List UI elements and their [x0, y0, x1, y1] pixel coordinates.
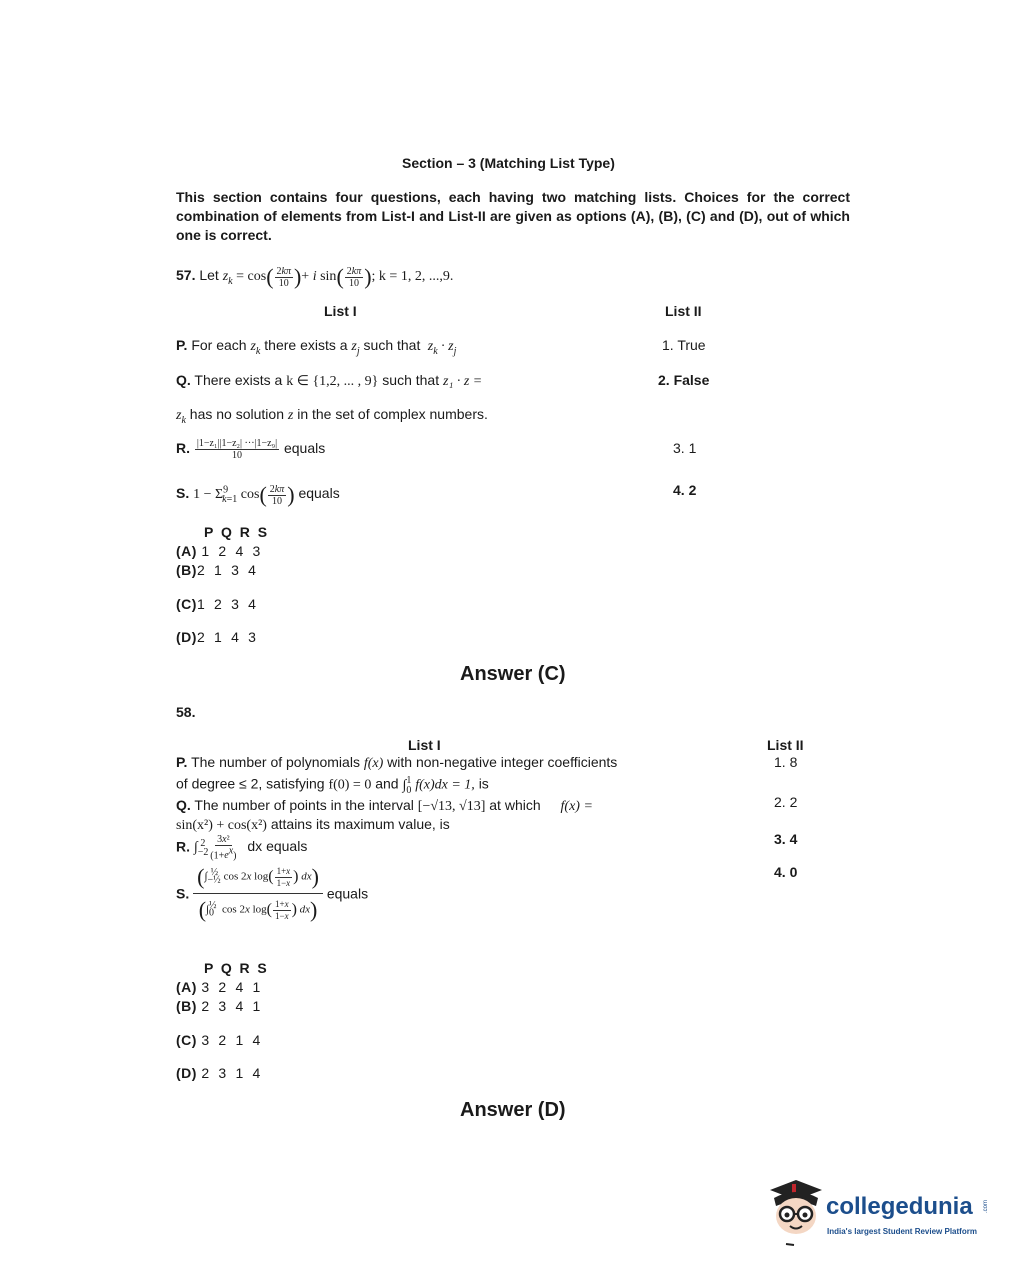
q58-list2-item-1: 1. 8	[774, 754, 798, 770]
q57-item-q	[176, 372, 482, 390]
section-instructions: This section contains four questions, each having two matching lists. Choices for the correct combination of elements from List-I and List-II are given as options (A), (B), (C) and (D), out of which one is correct.	[176, 189, 850, 243]
q58-list2-item-4: 4. 0	[774, 864, 798, 880]
q57-item-r	[176, 438, 325, 461]
q57-p-text: For each	[191, 337, 247, 353]
q58-option-b[interactable]	[176, 998, 261, 1014]
q58-list2-item-3: 3. 4	[774, 831, 798, 847]
q57-list2-item-3: 3. 1	[673, 440, 697, 456]
q57-p-text2: there exists a	[264, 337, 348, 353]
option-value: 2 1 3 4	[196, 562, 257, 578]
q57-pqrs-header: P Q R S	[204, 524, 270, 540]
q58-list1-header: List I	[408, 737, 441, 753]
q57-k-range: ; k = 1, 2, ...,9.	[371, 269, 454, 285]
logo-com: .com	[983, 1200, 989, 1214]
q58-s-label: S.	[176, 885, 190, 902]
option-label: (C)	[176, 596, 197, 612]
q58-item-p-line2: of degree ≤ 2, satisfying f(0) = 0 and $\int_0^1$ f(x)dx = 1, is	[176, 775, 489, 796]
q58-option-c[interactable]	[176, 1032, 261, 1048]
option-label: (A)	[176, 543, 197, 559]
option-value: 3 2 1 4	[201, 1032, 261, 1048]
option-value: 2 3 1 4	[201, 1065, 261, 1081]
q57-q-label: Q.	[176, 372, 191, 388]
q58-q-interval: [−√13, √13]	[417, 799, 486, 814]
q57-number: 57.	[176, 267, 196, 284]
option-value: 1 2 3 4	[196, 596, 257, 612]
logo-name: collegedunia	[826, 1193, 973, 1220]
q58-item-q	[176, 797, 593, 815]
q57-item-p: P. For each $z_k$ there exists a $z_j$ such that $z_k \cdot z_j$	[176, 337, 457, 357]
q57-s-expr: 1 − Σ	[193, 487, 224, 503]
q58-p-fx: f(x)	[363, 756, 384, 771]
section-title: Section – 3 (Matching List Type)	[402, 155, 615, 171]
q57-item-s: S. $1 - \Sigma^9_{k=1}$ cos( $\frac{2k\pi}{10}$ ) equals	[176, 482, 340, 507]
option-value: 2 3 4 1	[201, 998, 261, 1014]
q58-p-line2e: is	[478, 775, 489, 792]
q58-item-s: S. ($\int_{-\frac{1}{2}}^{\frac{1}{2}}$ cos 2x log( $\frac{1+x}{1-x}$ ) dx) ($\int_0^{\frac{1}{2}}$ cos 2x log( $\frac{1+x}{1-x}$ ) dx) equals	[176, 864, 369, 922]
q57-list2-header: List II	[665, 303, 702, 319]
q57-list2-item-2: 2. False	[658, 372, 710, 388]
q58-pqrs-header: P Q R S	[204, 960, 267, 976]
option-label: (B)	[176, 998, 197, 1014]
logo-tagline: India's largest Student Review Platform	[827, 1227, 977, 1236]
q57-s-label: S.	[176, 485, 190, 502]
q58-r-equals: dx equals	[247, 838, 308, 855]
q58-list2-item-2: 2. 2	[774, 794, 798, 810]
q58-q-label: Q.	[176, 797, 191, 813]
q58-p-line2b: f(0) = 0	[328, 777, 372, 793]
q58-r-label: R.	[176, 838, 190, 855]
q57-q-cont2: in the set of complex numbers.	[297, 406, 488, 422]
option-label: (D)	[176, 629, 197, 645]
q58-item-q-line2	[176, 816, 450, 834]
q57-list2-item-4: 4. 2	[673, 482, 697, 498]
q58-p-line2a: of degree ≤ 2, satisfying	[176, 775, 325, 792]
q58-answer: Answer (D)	[460, 1099, 566, 1121]
collegedunia-mascot-icon	[766, 1176, 826, 1248]
q58-option-d[interactable]	[176, 1065, 261, 1081]
q58-p-text2: with non-negative integer coefficients	[387, 754, 618, 770]
q58-p-label: P.	[176, 754, 188, 770]
option-label: (A)	[176, 979, 197, 995]
q58-list2-header: List II	[767, 737, 804, 753]
q57-statement	[176, 264, 453, 290]
q58-item-r: R. $\int_{-2}^2$ $\frac{\text{3x²}}{(1+e^x)}$ dx equals	[176, 834, 308, 862]
q57-item-q-cont: $z_k$ has no solution z in the set of complex numbers.	[176, 406, 488, 426]
q58-p-text: The number of polynomials	[191, 754, 360, 770]
q57-list1-header: List I	[324, 303, 357, 319]
q57-option-c[interactable]	[176, 596, 256, 612]
q57-p-label: P.	[176, 337, 188, 353]
q57-option-a[interactable]	[176, 543, 261, 559]
q57-formula: $z_k = \cos$( $\frac{2k\pi}{10}$ )+ i sin( $\frac{2k\pi}{10}$ )	[222, 264, 372, 289]
option-value: 2 1 4 3	[196, 629, 257, 645]
q58-q-line2: sin(x²) + cos(x²)	[176, 818, 267, 833]
q58-q-fx: f(x) =	[560, 799, 593, 814]
q58-q-text: The number of points in the interval	[194, 797, 414, 813]
q57-option-b[interactable]	[176, 562, 256, 578]
q57-q-text2: such that	[382, 372, 440, 388]
q57-s-equals: equals	[298, 485, 340, 502]
option-label: (D)	[176, 1065, 197, 1081]
option-value: 1 2 4 3	[201, 543, 261, 559]
q58-q-line2b: attains its maximum value, is	[270, 816, 450, 832]
q57-q-cont: has no solution	[189, 406, 284, 422]
q58-p-line2c: and	[375, 775, 399, 792]
q57-q-set: k ∈ {1,2, ... , 9}	[286, 374, 379, 389]
option-label: (B)	[176, 562, 197, 578]
q57-p-text3: such that	[363, 337, 421, 353]
q57-option-d[interactable]	[176, 629, 256, 645]
q57-list2-item-1: 1. True	[662, 337, 706, 353]
q58-option-a[interactable]	[176, 979, 261, 995]
q57-r-den: 10	[231, 450, 242, 461]
q58-q-text2: at which	[489, 797, 541, 813]
q57-r-label: R.	[176, 440, 190, 457]
option-value: 3 2 4 1	[201, 979, 261, 995]
q57-lead: Let	[199, 267, 219, 284]
q58-number: 58.	[176, 704, 196, 720]
q58-s-equals: equals	[326, 885, 369, 902]
q58-item-p	[176, 754, 617, 772]
q57-r-num: |1−z₁||1−z₂| ···|1−z₉|	[196, 438, 278, 449]
q57-answer: Answer (C)	[460, 663, 566, 685]
q57-q-expr: z₁ · z =	[443, 374, 483, 389]
option-label: (C)	[176, 1032, 197, 1048]
q57-r-equals: equals	[283, 440, 326, 457]
q58-p-line2d: f(x)dx = 1,	[415, 777, 475, 793]
q57-q-text: There exists a	[194, 372, 283, 388]
